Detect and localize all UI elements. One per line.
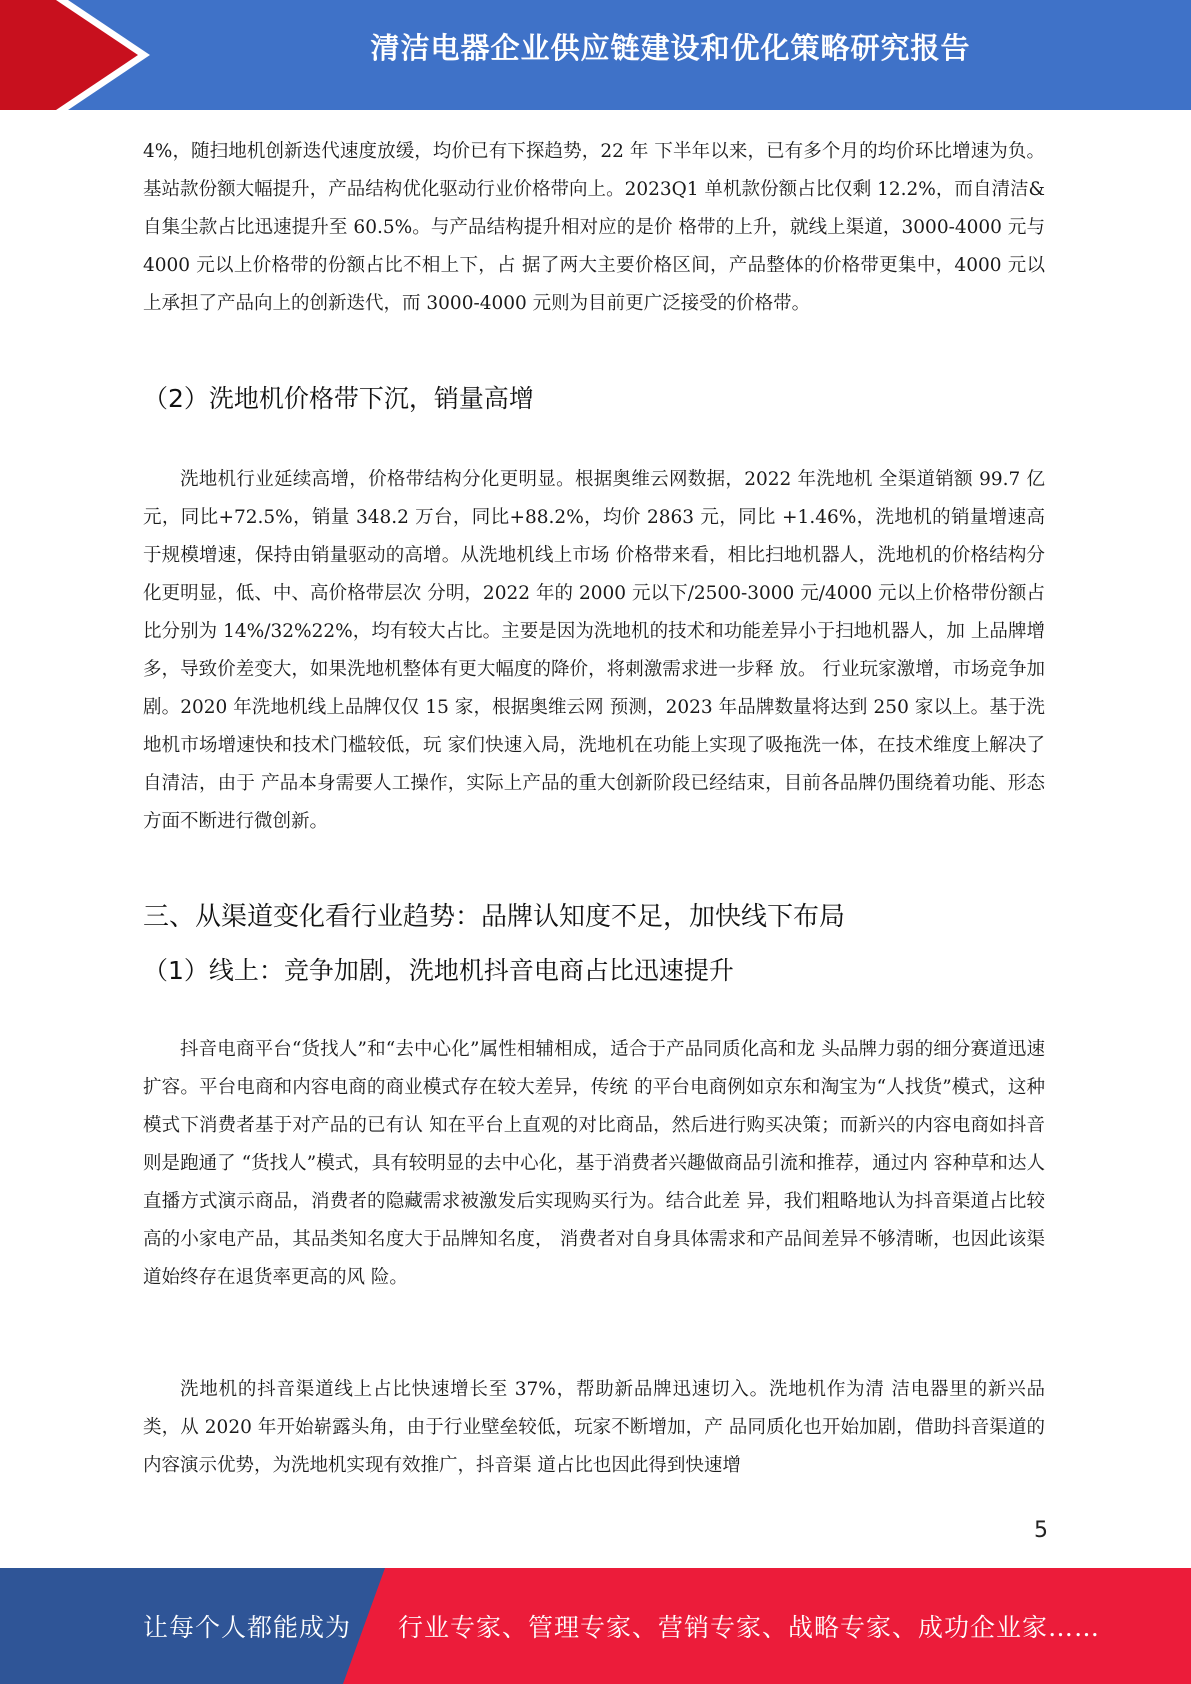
subheading-online-channel: （1）线上：竞争加剧，洗地机抖音电商占比迅速提升: [143, 956, 734, 985]
page-footer: [0, 1568, 1191, 1684]
footer-slogan-left: 让每个人都能成为: [143, 1613, 352, 1642]
subheading-floor-washer: （2）洗地机价格带下沉，销量高增: [143, 384, 534, 413]
report-title: 清洁电器企业供应链建设和优化策略研究报告: [370, 31, 971, 65]
paragraph-intro: 4%，随扫地机创新迭代速度放缓，均价已有下探趋势，22 年 下半年以来，已有多个月的均价环比增速为负。 基站款份额大幅提升，产品结构优化驱动行业价格带向上。2023Q1 单机款份额占比仅剩 12.2%，而自清洁&自集尘款占比迅速提升至 60.5%。与产品结构提升相对应的是价 格带的上升，就线上渠道，3000-4000 元与 4000 元以上价格带的份额占比不相上下，占 据了两大主要价格区间，产品整体的价格带更集中，4000 元以上承担了产品向上的创新迭代，而 3000-4000 元则为目前更广泛接受的价格带。: [143, 141, 1045, 314]
page-number: 5: [1034, 1518, 1048, 1543]
document-body: [143, 133, 1045, 1485]
section-heading-channel-trends: 三、从渠道变化看行业趋势：品牌认知度不足，加快线下布局: [143, 902, 846, 932]
paragraph-douyin-share: 洗地机的抖音渠道线上占比快速增长至 37%，帮助新品牌迅速切入。洗地机作为清 洁电器里的新兴品类，从 2020 年开始崭露头角，由于行业壁垒较低，玩家不断增加，产 品同质化也开始加剧，借助抖音渠道的内容演示优势，为洗地机实现有效推广，抖音渠 道占比也因此得到快速增: [143, 1379, 1045, 1476]
paragraph-floor-washer: 洗地机行业延续高增，价格带结构分化更明显。根据奥维云网数据，2022 年洗地机 全渠道销额 99.7 亿元，同比+72.5%，销量 348.2 万台，同比+88.2%，均价 2863 元，同比 +1.46%，洗地机的销量增速高于规模增速，保持由销量驱动的高增。从洗地机线上市场 价格带来看，相比扫地机器人，洗地机的价格结构分化更明显，低、中、高价格带层次 分明，2022 年的 2000 元以下/2500-3000 元/4000 元以上价格带份额占比分别为 14%/32%22%，均有较大占比。主要是因为洗地机的技术和功能差异小于扫地机器人，加 上品牌增多，导致价差变大，如果洗地机整体有更大幅度的降价，将刺激需求进一步释 放。 行业玩家激增，市场竞争加剧。2020 年洗地机线上品牌仅仅 15 家，根据奥维云网 预测，2023 年品牌数量将达到 250 家以上。基于洗地机市场增速快和技术门槛较低，玩 家们快速入局，洗地机在功能上实现了吸拖洗一体，在技术维度上解决了自清洁，由于 产品本身需要人工操作，实际上产品的重大创新阶段已经结束，目前各品牌仍围绕着功能、形态方面不断进行微创新。: [143, 469, 1045, 832]
footer-slogan-right: 行业专家、管理专家、营销专家、战略专家、成功企业家……: [398, 1613, 1101, 1642]
paragraph-douyin-platform: 抖音电商平台“货找人”和“去中心化”属性相辅相成，适合于产品同质化高和龙 头品牌力弱的细分赛道迅速扩容。平台电商和内容电商的商业模式存在较大差异，传统 的平台电商例如京东和淘宝为“人找货”模式，这种模式下消费者基于对产品的已有认 知在平台上直观的对比商品，然后进行购买决策；而新兴的内容电商如抖音则是跑通了 “货找人”模式，具有较明显的去中心化，基于消费者兴趣做商品引流和推荐，通过内 容种草和达人直播方式演示商品，消费者的隐藏需求被激发后实现购买行为。结合此差 异，我们粗略地认为抖音渠道占比较高的小家电产品，其品类知名度大于品牌知名度， 消费者对自身具体需求和产品间差异不够清晰，也因此该渠道始终存在退货率更高的风 险。: [143, 1039, 1045, 1288]
page-header: [0, 0, 1191, 110]
